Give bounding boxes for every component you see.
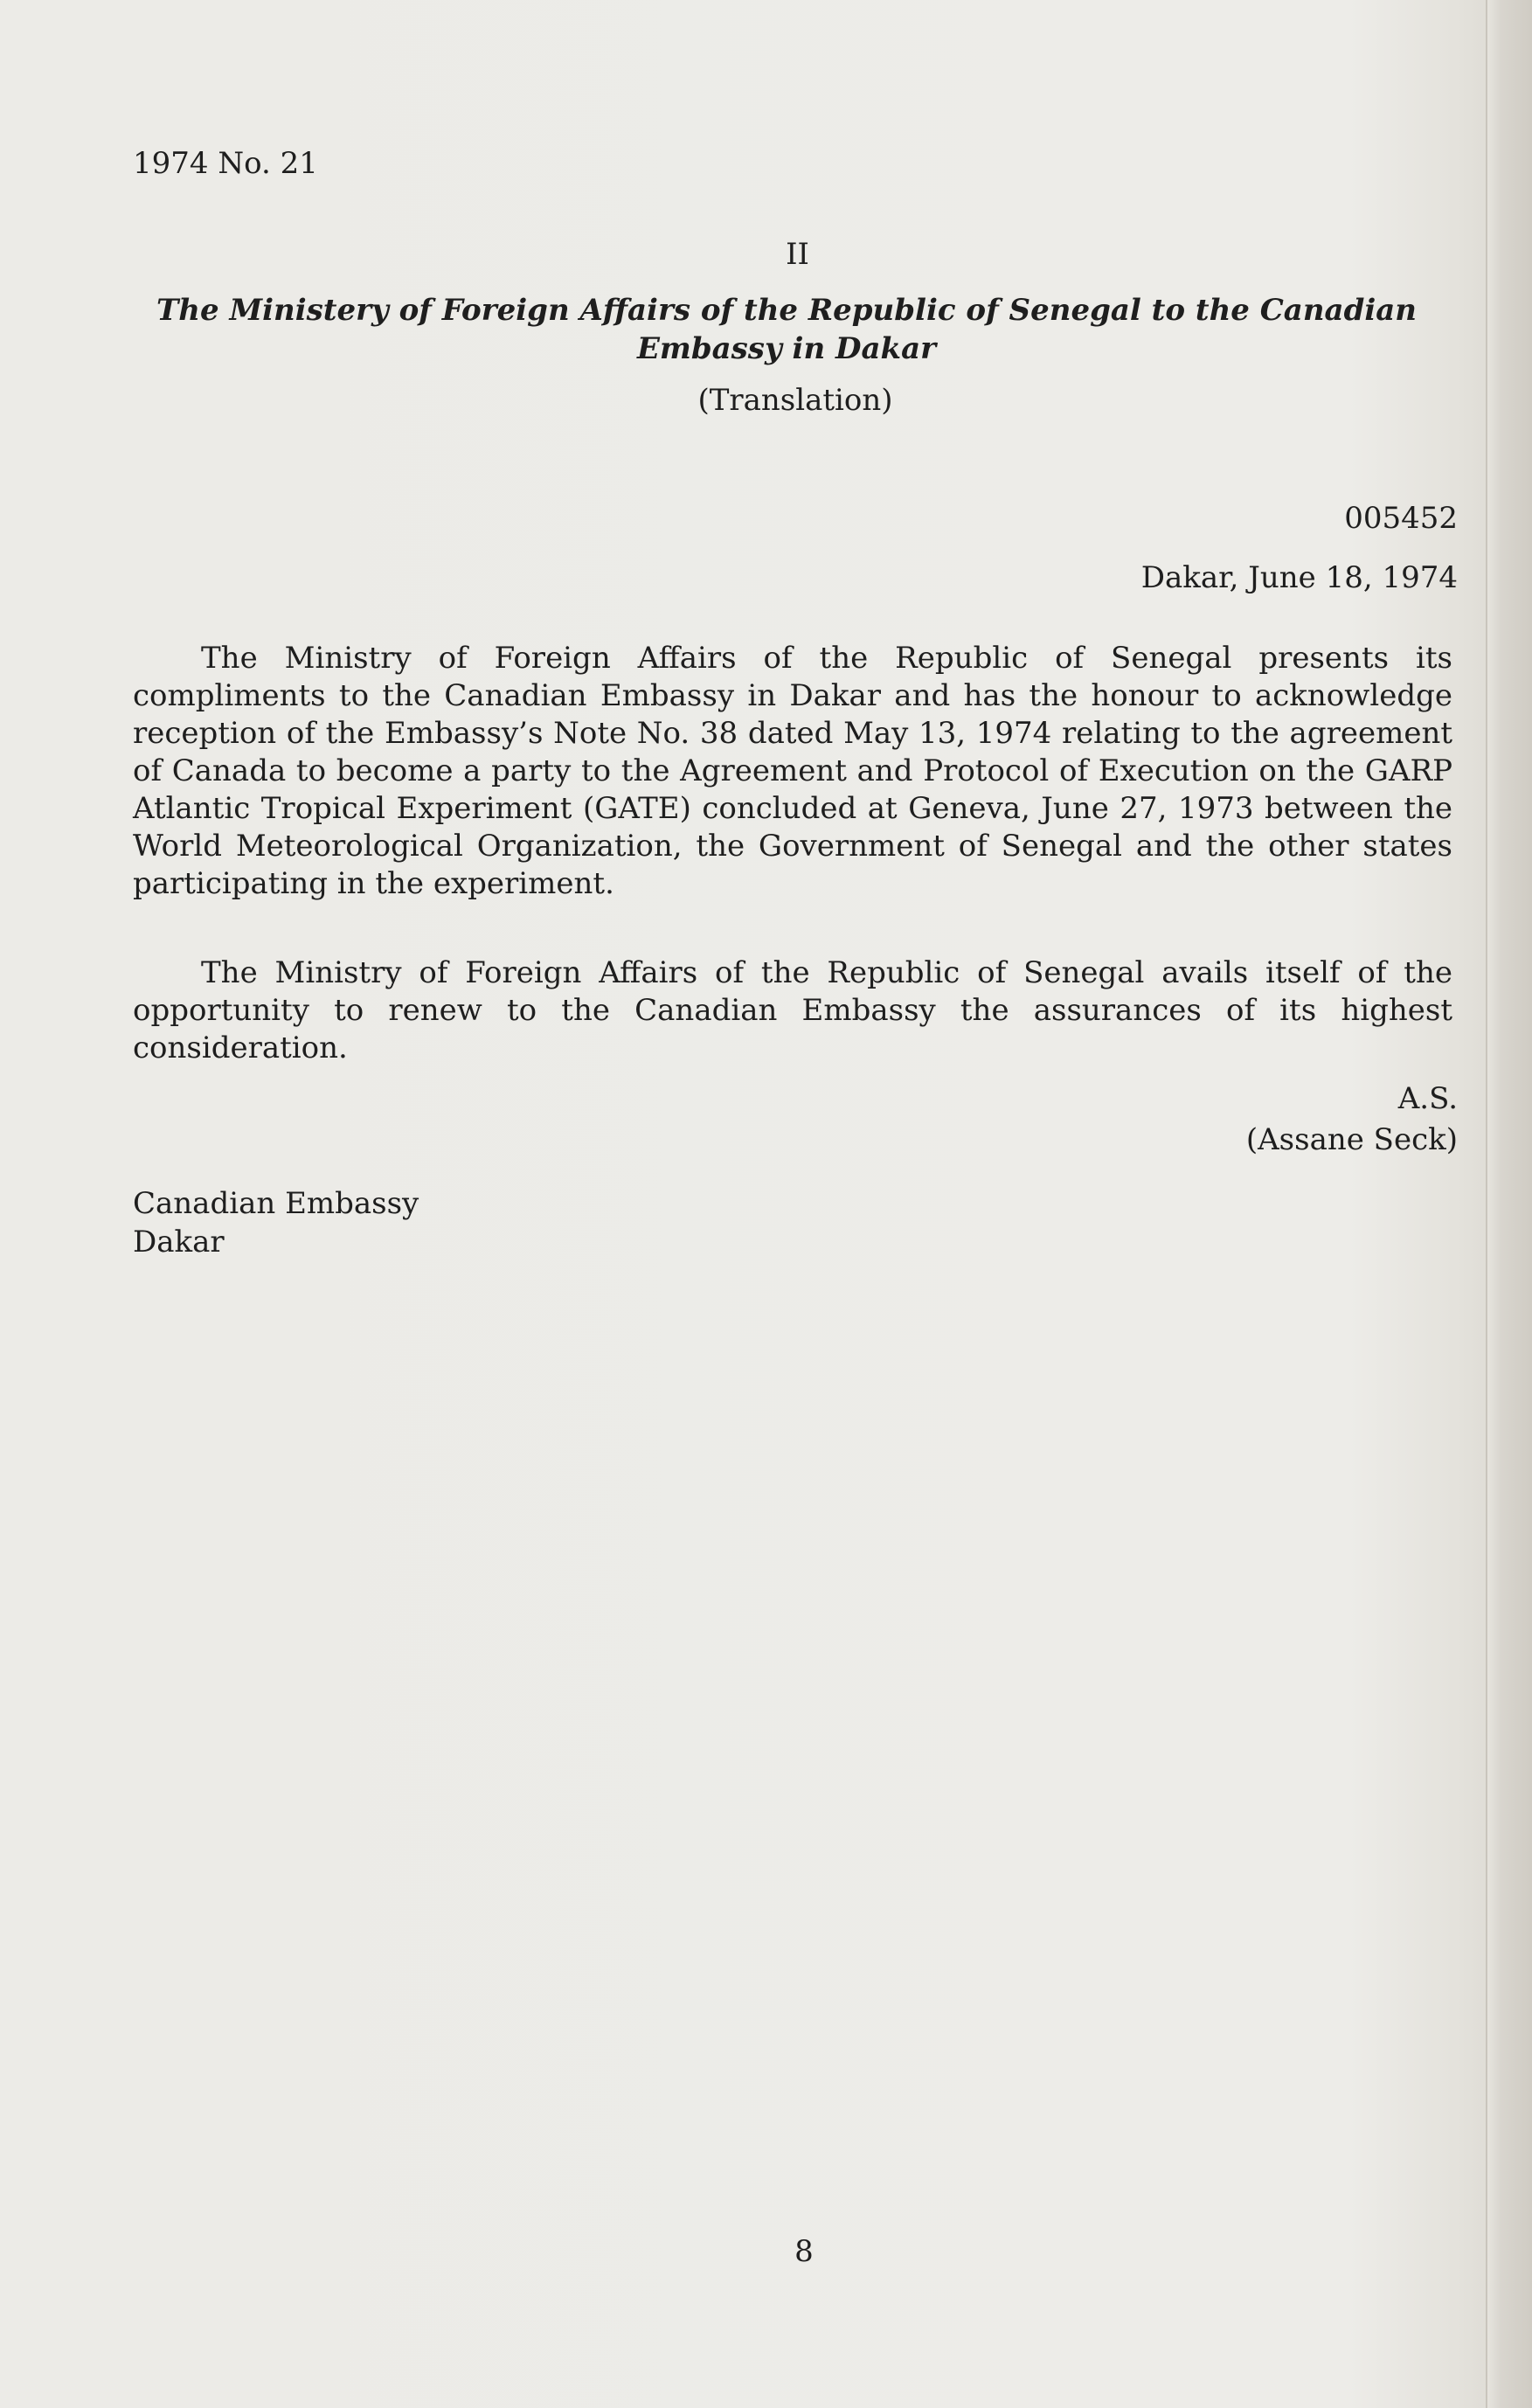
recipient-line-1: Canadian Embassy — [133, 1186, 419, 1221]
signature-initials: A.S. — [1397, 1081, 1458, 1116]
document-number: 1974 No. 21 — [133, 146, 318, 181]
translation-note: (Translation) — [697, 383, 893, 418]
section-number: II — [786, 237, 809, 272]
page-number: 8 — [794, 2234, 814, 2269]
recipient-block — [133, 1184, 419, 1261]
body-paragraph-1: The Ministry of Foreign Affairs of the Republic of Senegal presents its compliments to the Canadian Embassy in Dakar and has the honour to acknowledge reception of the Embassy’s Note No. 38 dated May 13, 1974 relating to the agreement of Canada to become a party to the Agreement and Protocol of Execution on the GARP Atlantic Tropical Experiment (GATE) concluded at Geneva, June 27, 1973 between the World Meteorological Organization, the Government of Senegal and the other states participating in the experiment. — [133, 641, 1452, 901]
recipient-line-2: Dakar — [133, 1225, 225, 1260]
section-title-line-1: The Ministery of Foreign Affairs of the Republic of Senegal to the Canadian — [156, 293, 1418, 328]
place-date: Dakar, June 18, 1974 — [1140, 560, 1458, 595]
section-title-line-2: Embassy in Dakar — [636, 331, 937, 366]
book-spine-edge — [1486, 0, 1532, 2408]
reference-number: 005452 — [1344, 501, 1458, 536]
section-title — [131, 291, 1442, 368]
signatory-name: (Assane Seck) — [1245, 1122, 1458, 1157]
body-paragraph-2: The Ministry of Foreign Affairs of the Republic of Senegal avails itself of the opportunity to renew to the Canadian Embassy the assurances of its highest consideration. — [133, 955, 1452, 1065]
